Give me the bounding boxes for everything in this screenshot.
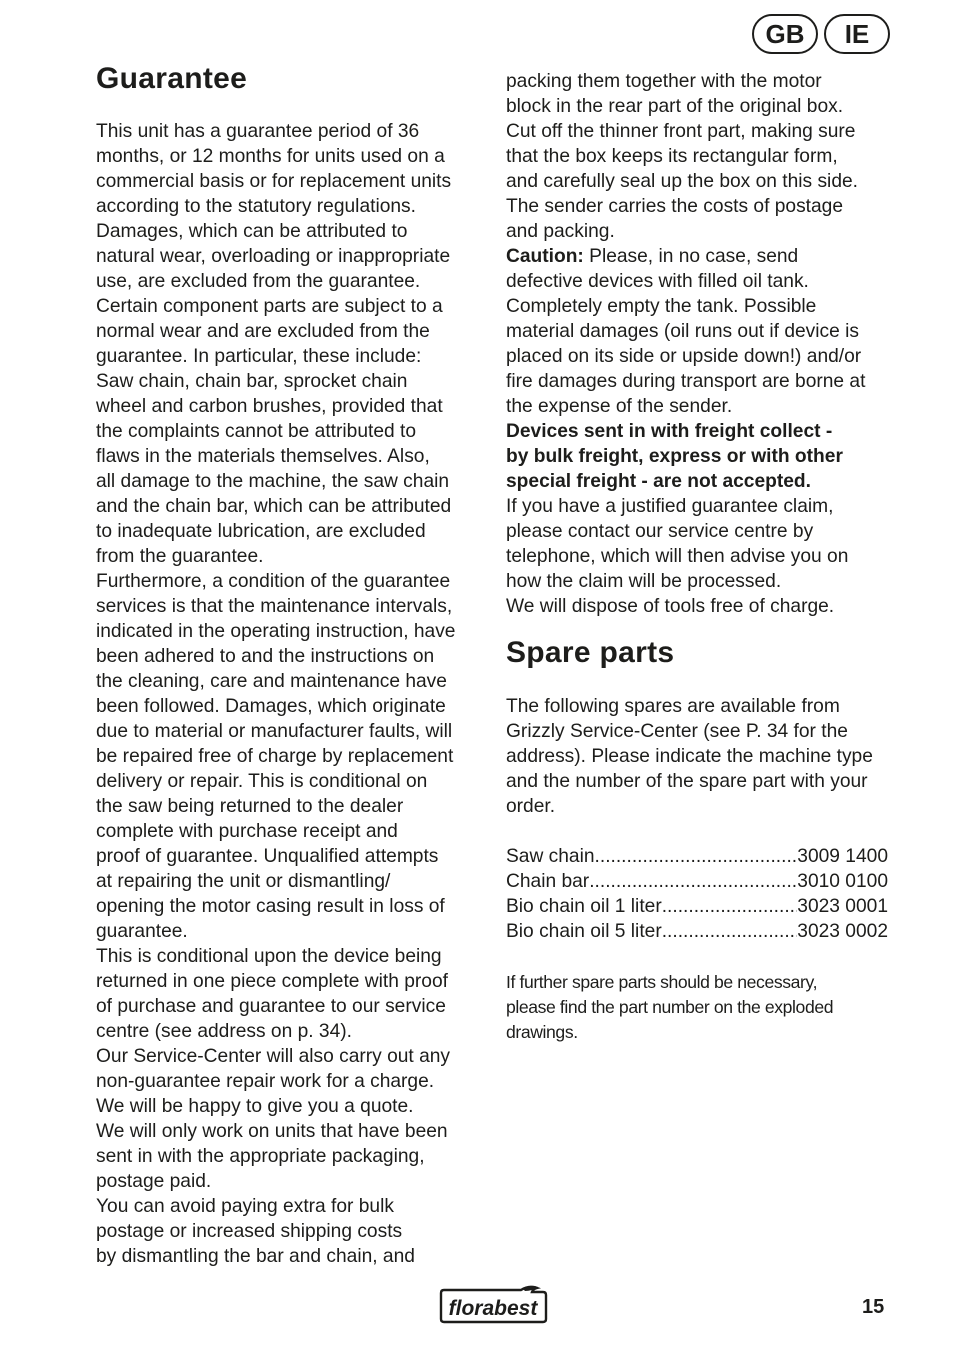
spare-parts-list: [506, 844, 888, 944]
leader-dots: [662, 894, 798, 919]
florabest-logo: [437, 1285, 549, 1325]
freight-notice: Devices sent in with freight collect - by bulk freight, express or with other special freight - are not accepted.: [506, 421, 843, 492]
leader-dots: [595, 844, 798, 869]
leader-dots: [589, 869, 797, 894]
spare-part-number: 3023 0002: [797, 921, 888, 942]
leader-dots: [662, 919, 798, 944]
spare-part-row: [506, 844, 888, 869]
spare-part-row: [506, 894, 888, 919]
guarantee-continued-text: packing them together with the motor block in the rear part of the original box. Cut off the thinner front part, making sure that the box keeps its rectangular form, and carefully seal up the box on this side. The sender carries the costs of postage and packing.: [506, 71, 858, 242]
language-badge-ie: IE: [824, 14, 890, 54]
logo-text: florabest: [448, 1297, 538, 1320]
spare-part-name: Saw chain: [506, 846, 595, 867]
spare-part-number: 3023 0001: [797, 896, 888, 917]
spare-part-number: 3010 0100: [797, 871, 888, 892]
spare-parts-note: If further spare parts should be necessary, please find the part number on the exploded drawings.: [506, 972, 834, 1042]
caution-text: Please, in no case, send defective devices with filled oil tank. Completely empty the tank. Possible material damages (oil runs out if device is placed on its side or upside down!) and/or fire damages during transport are borne at the expense of the sender.: [506, 246, 866, 417]
spare-part-row: [506, 869, 888, 894]
claim-text: If you have a justified guarantee claim, please contact our service centre by telephone, which will then advise you on how the claim will be processed. We will dispose of tools free of charge.: [506, 496, 849, 617]
page-number: 15: [862, 1296, 885, 1318]
spare-parts-intro: The following spares are available from Grizzly Service-Center (see P. 34 for the address). Please indicate the machine type and the number of the spare part with your order.: [506, 696, 873, 817]
spare-part-row: [506, 919, 888, 944]
guarantee-title: Guarantee: [96, 62, 248, 95]
spare-part-name: Bio chain oil 5 liter: [506, 921, 662, 942]
caution-paragraph: [506, 244, 865, 419]
spare-part-name: Chain bar: [506, 871, 590, 892]
language-badge-gb: GB: [752, 14, 818, 54]
spare-parts-title: Spare parts: [506, 636, 675, 669]
guarantee-text: This unit has a guarantee period of 36 months, or 12 months for units used on a commercial basis or for replacement units according to the statutory regulations. Damages, which can be attributed to natural wear, overloading or inappropriate use, are excluded from the guarantee. Certain component parts are subject to a normal wear and are excluded from the guarantee. In particular, these include: Saw chain, chain bar, sprocket chain wheel and carbon brushes, provided that the complaints cannot be attributed to flaws in the materials themselves. Also, all damage to the machine, the saw chain and the chain bar, which can be attributed to inadequate lubrication, are excluded from the guarantee. Furthermore, a condition of the guarantee services is that the maintenance intervals, indicated in the operating instruction, have been adhered to and the instructions on the cleaning, care and maintenance have been followed. Damages, which originate due to material or manufacturer faults, will be repaired free of charge by replacement delivery or repair. This is conditional on the saw being returned to the dealer complete with purchase receipt and proof of guarantee. Unqualified attempts at repairing the unit or dismantling/ opening the motor casing result in loss of guarantee. This is conditional upon the device being returned in one piece complete with proof of purchase and guarantee to our service centre (see address on p. 34). Our Service-Center will also carry out any non-guarantee repair work for a charge. We will be happy to give you a quote. We will only work on units that have been sent in with the appropriate packaging, postage paid. You can avoid paying extra for bulk postage or increased shipping costs by dismantling the bar and chain, and: [96, 121, 456, 1267]
spare-part-name: Bio chain oil 1 liter: [506, 896, 662, 917]
spare-part-number: 3009 1400: [797, 846, 888, 867]
caution-label: Caution:: [506, 246, 584, 267]
